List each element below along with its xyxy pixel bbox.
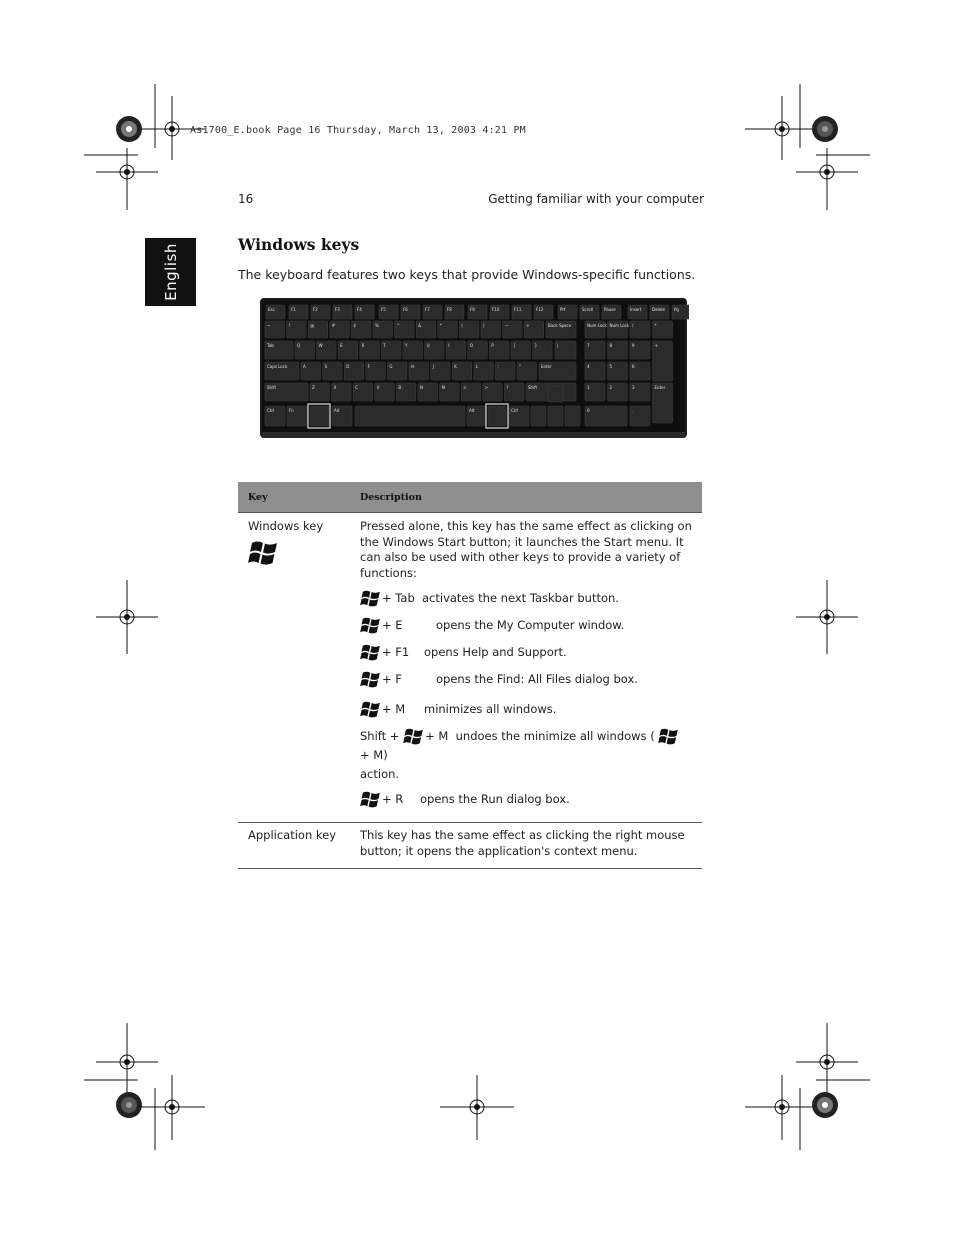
keyboard-key-label: 2	[609, 385, 613, 390]
keyboard-key-label: "	[519, 364, 521, 369]
keyboard-key-label: 8	[609, 343, 613, 348]
keyboard-key-label: Ctrl	[511, 408, 519, 413]
keyboard-key-label: Insert	[630, 307, 642, 312]
keyboard-key-label: R	[361, 343, 365, 348]
keyboard-key-label: F8	[447, 307, 452, 312]
win-r-combo: + R opens the Run dialog box.	[360, 786, 692, 813]
table-row	[238, 823, 702, 869]
header-description: Description	[350, 482, 702, 513]
keyboard-key-label: Z	[312, 385, 315, 390]
keyboard-key-label: ?	[506, 385, 509, 390]
keyboard-key-label: J	[432, 364, 434, 369]
keyboard-key-label: Num Lock	[587, 323, 607, 328]
windows-logo-icon	[360, 616, 382, 635]
keyboard-key-label: 1	[587, 385, 590, 390]
windows-key-name: Windows key	[248, 519, 324, 533]
keyboard-key-label: #	[331, 323, 336, 328]
keyboard-key-label: Shift	[528, 385, 538, 390]
keyboard-key-label: F9	[470, 307, 475, 312]
keyboard-key-label: V	[376, 385, 380, 390]
keyboard-key-label: N	[420, 385, 423, 390]
keyboard-key-label: Y	[405, 343, 408, 348]
keyboard-key	[565, 406, 580, 426]
keyboard-key-label: B	[398, 385, 402, 390]
table-row	[238, 513, 702, 823]
keyboard-key-label: G	[389, 364, 393, 369]
keyboard-key-label: F6	[403, 307, 408, 312]
keyboard-key-label: Delete	[652, 307, 666, 312]
keyboard-key-label: 0	[587, 408, 590, 413]
windows-logo-icon	[360, 589, 382, 608]
keyboard-key-label: Num Lock	[609, 323, 630, 328]
windows-key-description: Pressed alone, this key has the same effect as clicking on the Windows Start button; it launches the Start menu. It can also be used with other keys to provide a variety of functions:	[360, 519, 692, 580]
keyboard-key-label: )	[483, 323, 485, 328]
keyboard-key-label: 4	[587, 364, 590, 369]
keyboard-key-label: Alt	[469, 408, 475, 413]
keyboard-key-label: Enter	[654, 385, 666, 390]
keyboard-key-label: Q	[297, 343, 301, 348]
keyboard-key-label: >	[484, 385, 489, 390]
language-tab-label: English	[161, 243, 180, 301]
keyboard-key-label: Ctrl	[267, 408, 275, 413]
keyboard-key-label: Pg	[674, 307, 679, 312]
keyboard-key-label: Esc	[268, 307, 275, 312]
win-combo-0: + Tab activates the next Taskbar button.	[360, 585, 692, 612]
keyboard-key-label: E	[340, 343, 343, 348]
shift-combo: Shift + + M undoes the minimize all windows ( + M) action.	[360, 727, 692, 784]
windows-logo-icon	[360, 643, 382, 662]
keyboard-key-label: W	[318, 343, 323, 348]
keyboard-key-label: 5	[609, 364, 613, 369]
keyboard-key-label: F7	[425, 307, 430, 312]
keyboard-key-label: P	[491, 343, 494, 348]
keyboard-key-label: A	[303, 364, 306, 369]
keyboard-key-label: %	[375, 323, 379, 328]
application-key-name: Application key	[238, 823, 350, 869]
keyboard-key	[585, 406, 627, 426]
keyboard-key-label: 9	[632, 343, 635, 348]
keyboard-key-label: F10	[492, 307, 500, 312]
keyboard-key-label: F3	[335, 307, 340, 312]
table-header-row	[238, 482, 702, 513]
keyboard-key-label: }	[534, 343, 538, 348]
keyboard-key-label: (	[461, 323, 463, 328]
win-combo-3: + F opens the Find: All Files dialog box.	[360, 666, 692, 693]
windows-logo-icon	[360, 700, 382, 719]
win-combo-4: + M minimizes all windows.	[360, 696, 692, 723]
windows-logo-icon	[360, 670, 382, 689]
keyboard-key-label: F11	[514, 307, 522, 312]
keyboard-key-label: M	[441, 385, 446, 390]
keyboard-key-label: Prt	[560, 307, 566, 312]
page-number: 16	[238, 192, 254, 206]
keyboard-key-label: +	[526, 323, 530, 328]
keyboard-key	[548, 386, 563, 402]
application-key	[488, 406, 506, 426]
keyboard-key-label: F1	[291, 307, 296, 312]
keyboard-key-label: :	[497, 364, 499, 369]
win-combo-2: + F1 opens Help and Support.	[360, 639, 692, 666]
section-intro: The keyboard features two keys that provide Windows-specific functions.	[238, 267, 696, 282]
windows-logo-icon	[360, 790, 382, 809]
keyboard-key-label: 3	[632, 385, 635, 390]
header-key: Key	[238, 482, 350, 513]
keyboard-key-label: Tab	[267, 343, 274, 348]
print-slug: As1700_E.book Page 16 Thursday, March 13, 2003 4:21 PM	[190, 125, 526, 136]
keyboard-key-label: &	[418, 323, 422, 328]
running-head: Getting familiar with your computer	[488, 192, 704, 206]
application-key-description: This key has the same effect as clicking the right mouse button; it opens the application's context menu.	[350, 823, 702, 869]
keyboard-key-label: S	[324, 364, 328, 369]
keyboard-key-label: *	[439, 323, 442, 328]
keyboard-key-label: ^	[396, 323, 400, 328]
language-side-tab	[145, 238, 196, 306]
keyboard-key-label: I	[448, 343, 450, 348]
keyboard-key-label: F12	[536, 307, 544, 312]
keyboard-key-label: |	[557, 343, 559, 348]
keyboard-key-label: ~	[267, 323, 271, 328]
keyboard-key-label: F	[367, 364, 371, 369]
keyboard-key-label: $	[353, 323, 356, 328]
keyboard-key-label: +	[654, 343, 658, 348]
keyboard-key-label: F4	[357, 307, 362, 312]
keyboard-key	[531, 406, 546, 426]
windows-key	[310, 406, 329, 426]
keyboard-key-label: O	[469, 343, 473, 348]
keyboard-key-label: <	[463, 385, 467, 390]
keyboard-key-label: !	[288, 323, 291, 328]
keyboard-key-label: K	[454, 364, 457, 369]
keyboard-key-label: C	[355, 385, 358, 390]
keyboard-key-label: L	[475, 364, 479, 369]
windows-logo-icon	[248, 539, 280, 567]
keyboard-key-label: Caps Lock	[267, 364, 288, 369]
keyboard-key-label: Fn	[289, 408, 294, 413]
keyboard-key-label: Pause	[604, 307, 616, 312]
keyboard-key-label: T	[383, 343, 386, 348]
keyboard-key-label: Alt	[334, 408, 340, 413]
windows-logo-icon	[403, 727, 425, 746]
keyboard-key-label: {	[513, 343, 516, 348]
keyboard-key-label: *	[654, 323, 657, 328]
keyboard-key-label: X	[333, 385, 337, 390]
keys-table	[238, 482, 702, 869]
keyboard-image	[259, 296, 689, 442]
win-combo-1: + E opens the My Computer window.	[360, 612, 692, 639]
keyboard-key-label: /	[632, 323, 634, 328]
keyboard-key-label: Scroll	[582, 307, 593, 312]
keyboard-key-label: U	[426, 343, 430, 348]
keyboard-key-label: D	[346, 364, 350, 369]
keyboard-key-label: H	[411, 364, 415, 369]
keyboard-key-label: @	[310, 323, 315, 328]
keyboard-key-label: Shift	[267, 385, 277, 390]
keyboard-key-label: F2	[313, 307, 318, 312]
keyboard-key-label: Enter	[541, 364, 552, 369]
section-title: Windows keys	[238, 235, 360, 254]
keyboard-key-label: 6	[632, 364, 635, 369]
spacebar	[355, 406, 465, 426]
keyboard-key-label: 7	[587, 343, 590, 348]
windows-logo-icon	[658, 727, 680, 746]
keyboard-key	[548, 406, 563, 426]
keyboard-key-label: .	[632, 408, 634, 413]
keyboard-key-label: Back Space	[548, 323, 572, 328]
keyboard-key-label: F5	[381, 307, 386, 312]
keyboard-key-label: —	[504, 323, 509, 328]
